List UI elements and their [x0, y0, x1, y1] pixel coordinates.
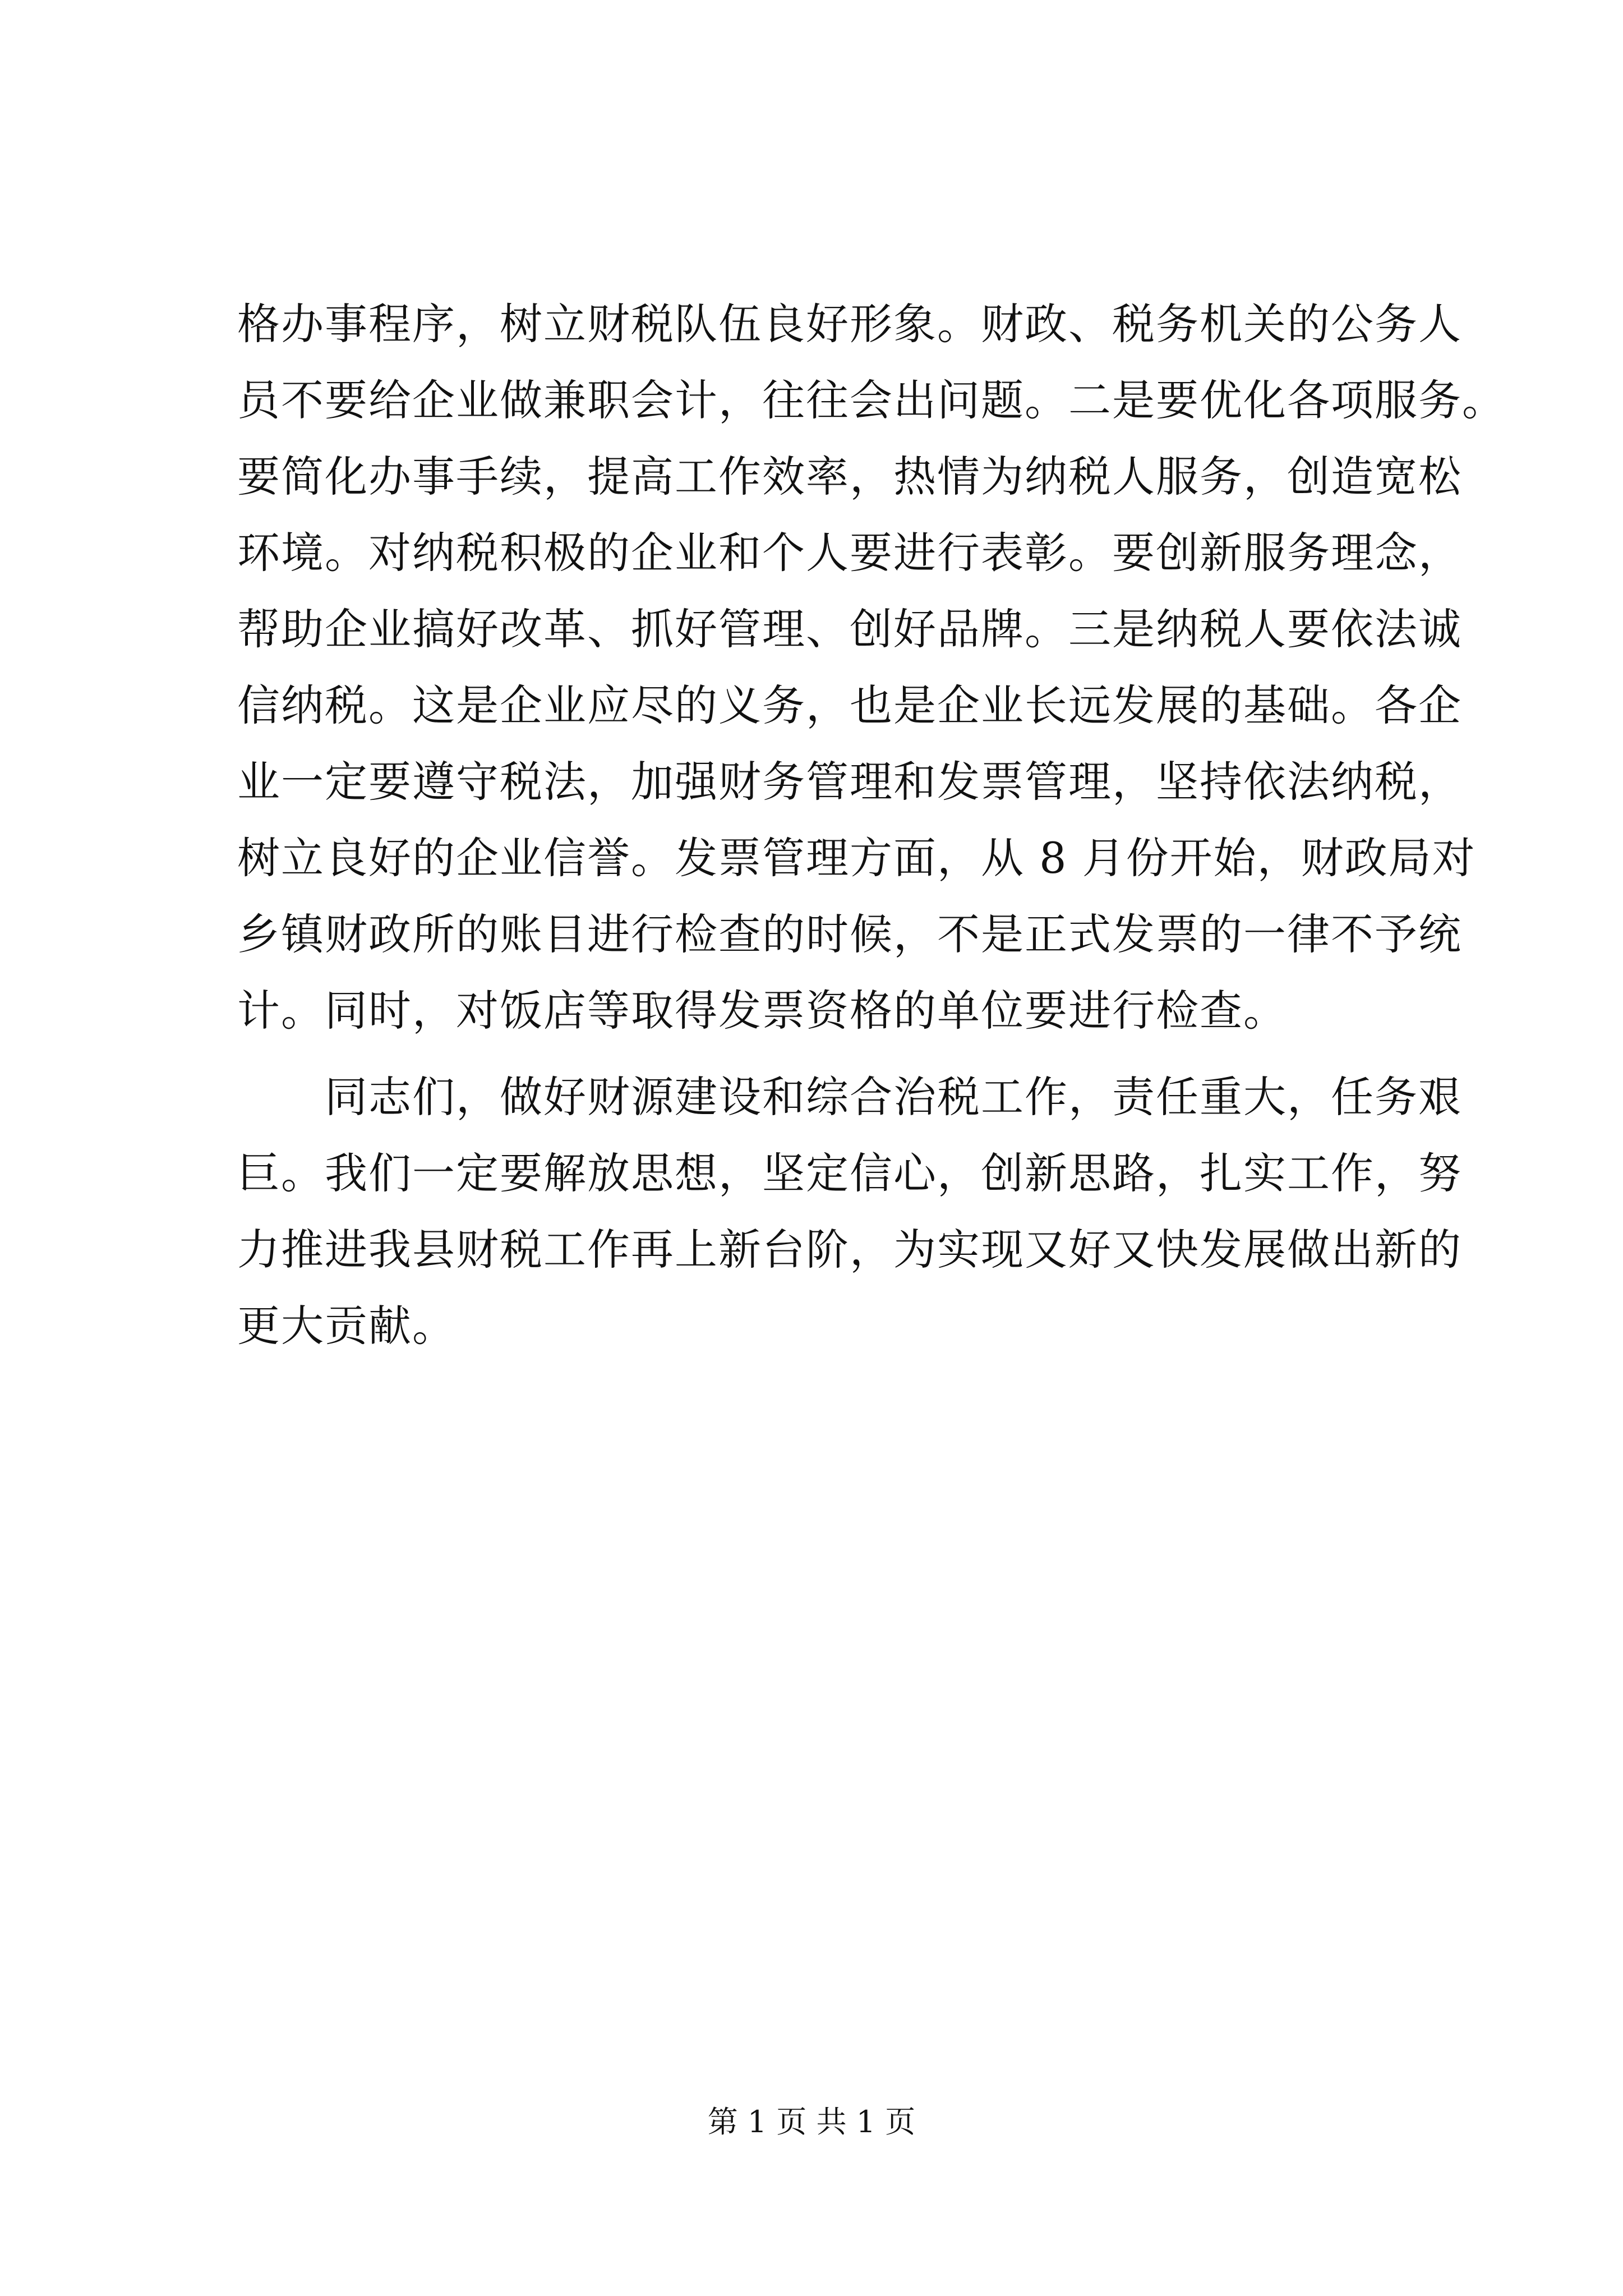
text-line: 员不要给企业做兼职会计，往往会出问题。二是要优化各项服务。: [237, 375, 1506, 425]
text-line: 力推进我县财税工作再上新台阶，为实现又好又快发展做出新的: [237, 1225, 1462, 1274]
text-line: 要简化办事手续，提高工作效率，热情为纳税人服务，创造宽松: [237, 452, 1462, 501]
page-number-footer: 第 1 页 共 1 页: [707, 2104, 916, 2139]
text-line: 乡镇财政所的账目进行检查的时候，不是正式发票的一律不予统: [237, 909, 1462, 959]
document-body: [237, 286, 1506, 1364]
text-line: 同志们，做好财源建设和综合治税工作，责任重大，任务艰: [237, 1072, 1462, 1122]
text-line: 环境。对纳税积极的企业和个人要进行表彰。要创新服务理念，: [237, 528, 1462, 578]
text-line: 更大贡献。: [237, 1301, 456, 1351]
text-line: 计。同时，对饭店等取得发票资格的单位要进行检查。: [237, 986, 1287, 1036]
text-line: 业一定要遵守税法，加强财务管理和发票管理，坚持依法纳税，: [237, 757, 1462, 807]
paragraph-1: [237, 286, 1506, 1049]
text-line: 帮助企业搞好改革、抓好管理、创好品牌。三是纳税人要依法诚: [237, 604, 1462, 654]
paragraph-2: [237, 1059, 1462, 1364]
paragraph-spacer: [237, 1049, 1387, 1059]
text-line: 信纳税。这是企业应尽的义务，也是企业长远发展的基础。各企: [237, 680, 1462, 730]
text-line: 树立良好的企业信誉。发票管理方面，从 8 月份开始，财政局对: [237, 833, 1476, 883]
text-line: 格办事程序，树立财税队伍良好形象。财政、税务机关的公务人: [237, 299, 1462, 349]
text-line: 巨。我们一定要解放思想，坚定信心，创新思路，扎实工作，努: [237, 1148, 1462, 1198]
